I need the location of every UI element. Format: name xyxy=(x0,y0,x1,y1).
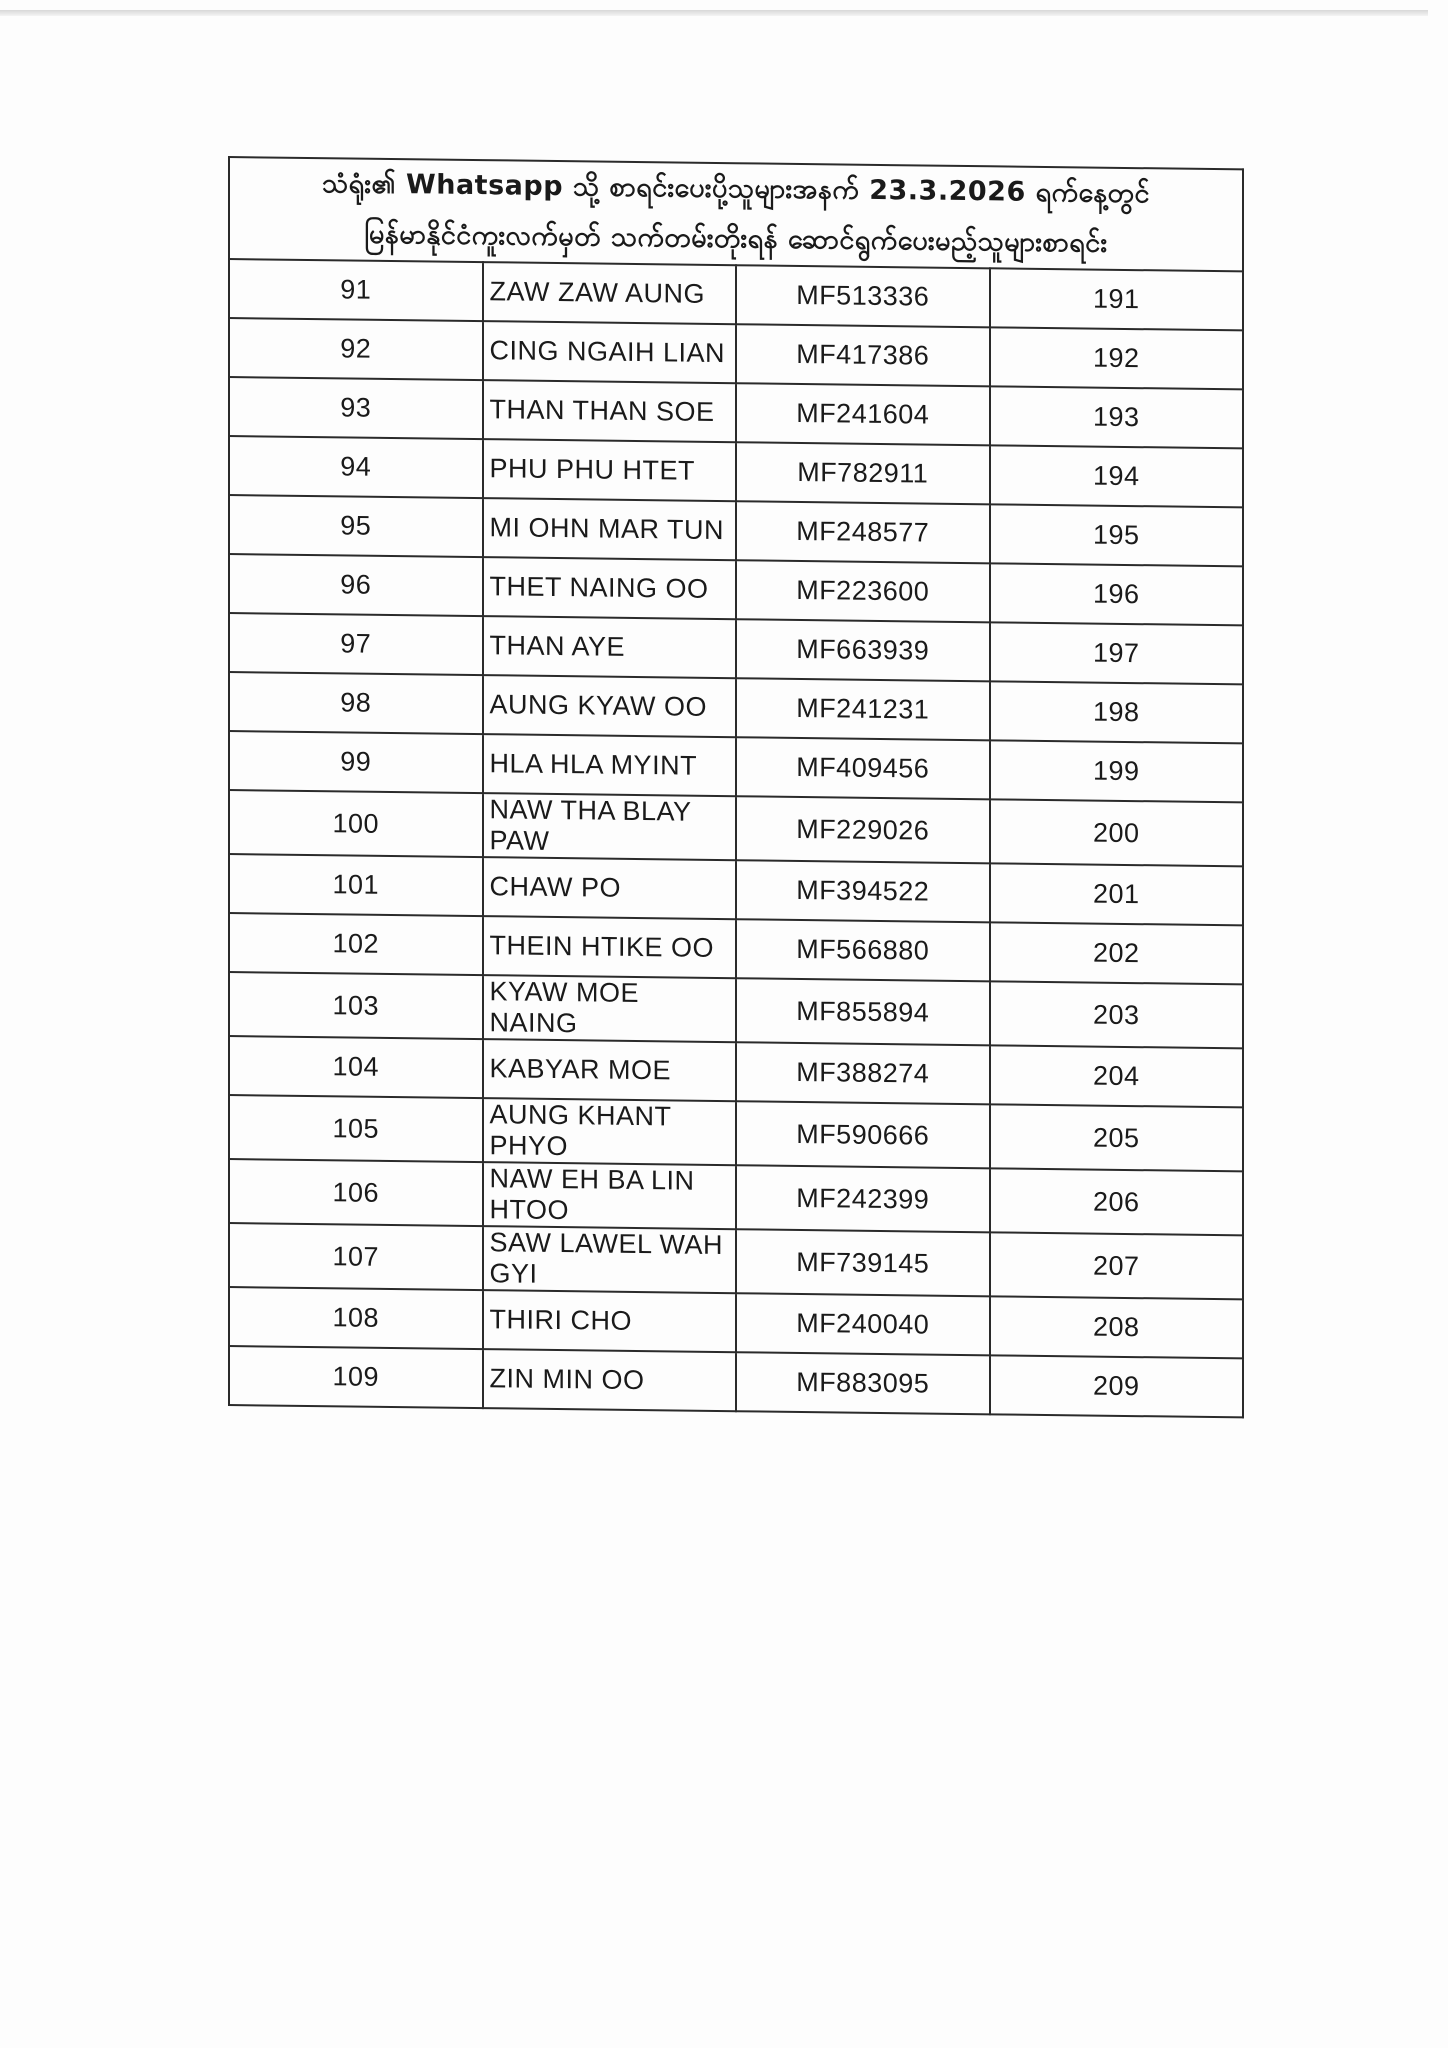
applicant-name: THIRI CHO xyxy=(483,1290,737,1352)
table-title-row xyxy=(229,157,1243,271)
passport-number: MF240040 xyxy=(736,1293,990,1355)
sequence-number: 192 xyxy=(990,327,1244,389)
sequence-number: 196 xyxy=(990,563,1244,625)
passport-number: MF248577 xyxy=(736,501,990,563)
row-number: 93 xyxy=(229,377,483,439)
row-number: 98 xyxy=(229,672,483,734)
applicant-name: THAN THAN SOE xyxy=(483,380,737,442)
row-number: 92 xyxy=(229,318,483,380)
sequence-number: 198 xyxy=(990,681,1244,743)
passport-number: MF663939 xyxy=(736,619,990,681)
passport-number: MF241231 xyxy=(736,678,990,740)
passport-number: MF394522 xyxy=(736,860,990,922)
sequence-number: 191 xyxy=(990,268,1244,330)
row-number: 100 xyxy=(229,790,483,857)
sequence-number: 207 xyxy=(990,1232,1244,1299)
page-edge-shadow xyxy=(0,10,1428,16)
sequence-number: 195 xyxy=(990,504,1244,566)
row-number: 95 xyxy=(229,495,483,557)
title-line-1: သံရုံး၏ Whatsapp သို့ စာရင်းပေးပို့သူများအနက် 23.3.2026 ရက်နေ့တွင် xyxy=(322,168,1150,210)
applicant-name: KABYAR MOE xyxy=(483,1039,737,1101)
sequence-number: 205 xyxy=(990,1104,1244,1171)
applicant-name: NAW EH BA LIN HTOO xyxy=(483,1162,737,1229)
row-number: 101 xyxy=(229,854,483,916)
row-number: 97 xyxy=(229,613,483,675)
sequence-number: 208 xyxy=(990,1296,1244,1358)
table-row xyxy=(229,1346,1243,1417)
table-body xyxy=(229,259,1243,1417)
passport-number: MF855894 xyxy=(736,978,990,1045)
row-number: 107 xyxy=(229,1223,483,1290)
sequence-number: 199 xyxy=(990,740,1244,802)
sequence-number: 193 xyxy=(990,386,1244,448)
row-number: 99 xyxy=(229,731,483,793)
applicant-name: THAN AYE xyxy=(483,616,737,678)
passport-number: MF242399 xyxy=(736,1165,990,1232)
passport-number: MF417386 xyxy=(736,324,990,386)
sequence-number: 203 xyxy=(990,981,1244,1048)
passport-number: MF883095 xyxy=(736,1352,990,1414)
applicant-name: CHAW PO xyxy=(483,857,737,919)
sequence-number: 206 xyxy=(990,1168,1244,1235)
row-number: 105 xyxy=(229,1095,483,1162)
passport-number: MF782911 xyxy=(736,442,990,504)
sequence-number: 201 xyxy=(990,863,1244,925)
applicant-name: SAW LAWEL WAH GYI xyxy=(483,1226,737,1293)
applicant-name: AUNG KYAW OO xyxy=(483,675,737,737)
passport-number: MF409456 xyxy=(736,737,990,799)
row-number: 102 xyxy=(229,913,483,975)
row-number: 94 xyxy=(229,436,483,498)
passport-number: MF590666 xyxy=(736,1101,990,1168)
passport-number: MF566880 xyxy=(736,919,990,981)
applicant-name: HLA HLA MYINT xyxy=(483,734,737,796)
applicant-name: ZIN MIN OO xyxy=(483,1349,737,1411)
sequence-number: 197 xyxy=(990,622,1244,684)
row-number: 106 xyxy=(229,1159,483,1226)
sequence-number: 202 xyxy=(990,922,1244,984)
applicant-name: NAW THA BLAY PAW xyxy=(483,793,737,860)
passport-number: MF739145 xyxy=(736,1229,990,1296)
applicant-name: THEIN HTIKE OO xyxy=(483,916,737,978)
passport-number: MF223600 xyxy=(736,560,990,622)
passport-number: MF229026 xyxy=(736,796,990,863)
passport-number: MF513336 xyxy=(736,265,990,327)
applicant-name: ZAW ZAW AUNG xyxy=(483,262,737,324)
applicant-name: PHU PHU HTET xyxy=(483,439,737,501)
applicant-name: THET NAING OO xyxy=(483,557,737,619)
sequence-number: 194 xyxy=(990,445,1244,507)
applicant-name: AUNG KHANT PHYO xyxy=(483,1098,737,1165)
applicant-name: KYAW MOE NAING xyxy=(483,975,737,1042)
sequence-number: 209 xyxy=(990,1355,1244,1417)
passport-renewal-table xyxy=(228,156,1244,1418)
applicant-name: CING NGAIH LIAN xyxy=(483,321,737,383)
table-title xyxy=(229,157,1243,271)
row-number: 109 xyxy=(229,1346,483,1408)
sequence-number: 200 xyxy=(990,799,1244,866)
title-line-2: မြန်မာနိုင်ငံကူးလက်မှတ် သက်တမ်းတိုးရန် ဆောင်ရွက်ပေးမည့်သူများစာရင်း xyxy=(364,218,1108,259)
row-number: 91 xyxy=(229,259,483,321)
passport-number: MF241604 xyxy=(736,383,990,445)
sequence-number: 204 xyxy=(990,1045,1244,1107)
passport-number: MF388274 xyxy=(736,1042,990,1104)
applicant-name: MI OHN MAR TUN xyxy=(483,498,737,560)
row-number: 96 xyxy=(229,554,483,616)
row-number: 103 xyxy=(229,972,483,1039)
row-number: 108 xyxy=(229,1287,483,1349)
row-number: 104 xyxy=(229,1036,483,1098)
